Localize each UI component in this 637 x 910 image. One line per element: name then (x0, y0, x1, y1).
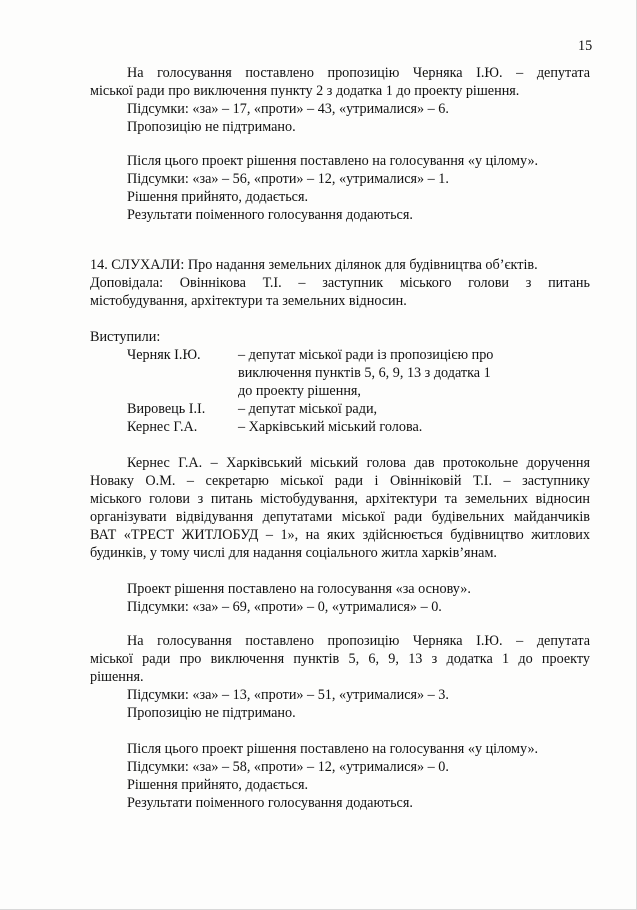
block3-results: Підсумки: «за» – 69, «проти» – 0, «утрималися» – 0. (127, 599, 442, 615)
block4-line2: міської ради про виключення пунктів 5, 6, 9, 13 з додатка 1 до проекту (90, 651, 590, 667)
block3-line1: Проект рішення поставлено на голосування «за основу». (127, 581, 471, 597)
instruction-line: організувати відвідування депутатами міської ради будівельних майданчиків (90, 509, 590, 525)
instruction-line: ВАТ «ТРЕСТ ЖИТЛОБУД – 1», на яких здійснюється будівництво житлових (90, 527, 590, 543)
speaker-role-line: до проекту рішення, (238, 383, 361, 399)
block1-line1: На голосування поставлено пропозицію Черняка І.Ю. – депутата (127, 65, 590, 81)
speaker-name: Кернес Г.А. (127, 419, 198, 435)
instruction-line: будинків, у тому числі для надання соціального житла харків’янам. (90, 545, 497, 561)
speaker-role-line: – Харківський міський голова. (238, 419, 423, 435)
block5-roll-call: Результати поіменного голосування додаються. (127, 795, 413, 811)
speaker-name: Вировець І.І. (127, 401, 206, 417)
block5-results: Підсумки: «за» – 58, «проти» – 12, «утрималися» – 0. (127, 759, 449, 775)
speaker-role-line: виключення пунктів 5, 6, 9, 13 з додатка 1 (238, 365, 491, 381)
block2-roll-call: Результати поіменного голосування додаються. (127, 207, 413, 223)
speaker-name: Черняк І.Ю. (127, 347, 201, 363)
block4-results: Підсумки: «за» – 13, «проти» – 51, «утрималися» – 3. (127, 687, 449, 703)
block1-results: Підсумки: «за» – 17, «проти» – 43, «утрималися» – 6. (127, 101, 449, 117)
block4-line3: рішення. (90, 669, 144, 685)
block4-outcome: Пропозицію не підтримано. (127, 705, 296, 721)
item14-heard: 14. СЛУХАЛИ: Про надання земельних ділянок для будівництва об’єктів. (90, 257, 538, 273)
speaker-role-line: – депутат міської ради із пропозицією про (238, 347, 494, 363)
instruction-line: Новаку О.М. – секретарю міської ради і Овінніковій Т.І. – заступнику (90, 473, 590, 489)
item14-reporter-line2: містобудування, архітектури та земельних відносин. (90, 293, 407, 309)
instruction-line: Кернес Г.А. – Харківський міський голова дав протокольне доручення (127, 455, 590, 471)
block4-line1: На голосування поставлено пропозицію Черняка І.Ю. – депутата (127, 633, 590, 649)
item14-reporter-line1: Доповідала: Овіннікова Т.І. – заступник міського голови з питань (90, 275, 590, 291)
instruction-line: міського голови з питань містобудування, архітектури та земельних відносин (90, 491, 590, 507)
page-number: 15 (578, 38, 593, 54)
speakers-title: Виступили: (90, 329, 161, 345)
speaker-role-line: – депутат міської ради, (238, 401, 378, 417)
block2-outcome: Рішення прийнято, додається. (127, 189, 309, 205)
block2-results: Підсумки: «за» – 56, «проти» – 12, «утрималися» – 1. (127, 171, 449, 187)
block5-outcome: Рішення прийнято, додається. (127, 777, 309, 793)
block2-line1: Після цього проект рішення поставлено на голосування «у цілому». (127, 153, 539, 169)
block5-line1: Після цього проект рішення поставлено на голосування «у цілому». (127, 741, 539, 757)
block1-line2: міської ради про виключення пункту 2 з додатка 1 до проекту рішення. (90, 83, 520, 99)
block1-outcome: Пропозицію не підтримано. (127, 119, 296, 135)
